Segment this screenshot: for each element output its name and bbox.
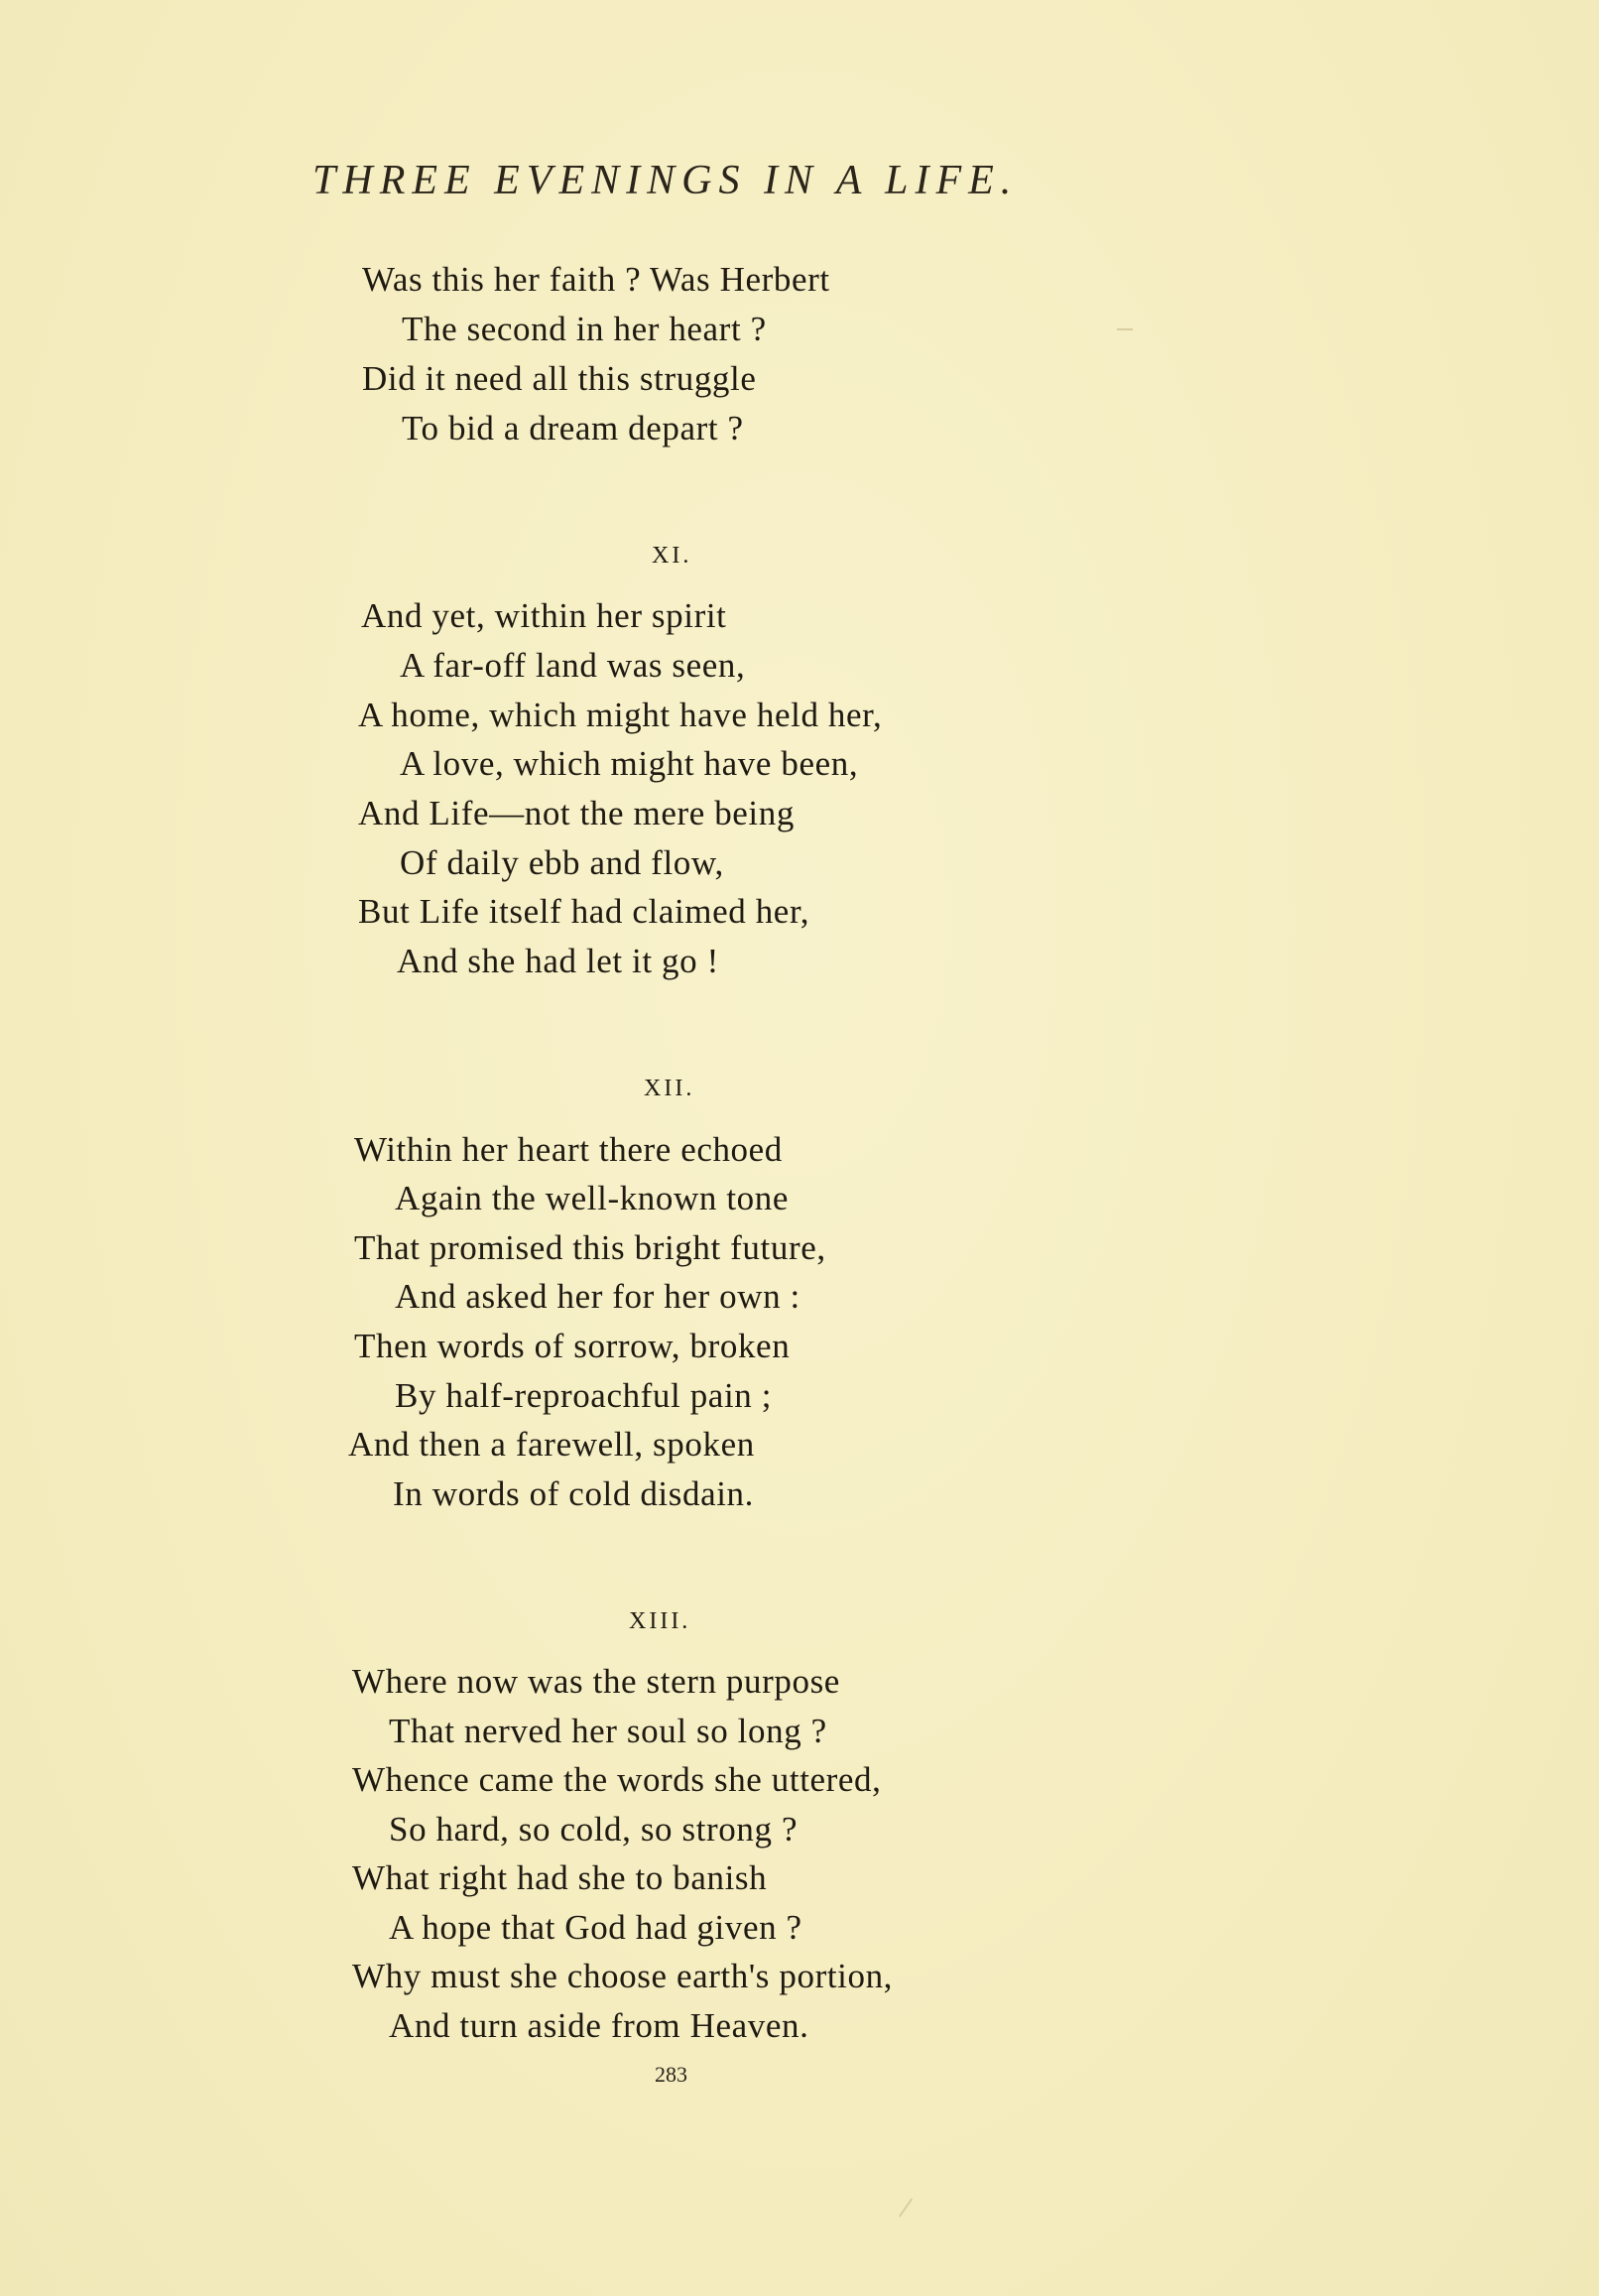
poem-line: By half-reproachful pain ; [395,1376,773,1415]
poem-line: Where now was the stern purpose [352,1662,840,1701]
poem-line: Again the well-known tone [395,1179,789,1217]
stanza-numeral: XI. [652,543,692,569]
poem-line: To bid a dream depart ? [402,409,744,447]
poem-line: Was this her faith ? Was Herbert [362,260,830,299]
poem-line: A love, which might have been, [400,744,859,783]
poem-line: That promised this bright future, [354,1228,826,1267]
poem-line: That nerved her soul so long ? [389,1712,827,1750]
poem-line: And asked her for her own : [395,1277,800,1316]
poem-line: Did it need all this struggle [362,359,757,398]
paper-mark [899,2198,913,2217]
poem-line: And turn aside from Heaven. [389,2006,809,2045]
poem-line: And then a farewell, spoken [348,1425,755,1464]
poem-line: A hope that God had given ? [389,1908,802,1947]
poem-line: So hard, so cold, so strong ? [389,1810,799,1849]
poem-line: Within her heart there echoed [354,1130,783,1169]
poem-line: Why must she choose earth's portion, [352,1957,894,1995]
poem-line: And yet, within her spirit [361,596,727,635]
poem-line: Whence came the words she uttered, [352,1760,882,1799]
poem-line: What right had she to banish [352,1858,768,1897]
poem-line: And she had let it go ! [397,942,719,980]
stanza-numeral: XII. [644,1076,695,1101]
poem-line: But Life itself had claimed her, [358,892,810,931]
paper-mark [1117,328,1133,330]
poem-line: The second in her heart ? [402,310,767,348]
poem-line: Then words of sorrow, broken [354,1327,791,1365]
poem-line: A far-off land was seen, [400,646,746,685]
poem-line: Of daily ebb and flow, [400,843,724,882]
poem-line: And Life—not the mere being [358,794,795,832]
page-number: 283 [655,2062,687,2087]
stanza-numeral: XIII. [629,1608,691,1634]
poem-line: A home, which might have held her, [358,696,883,734]
running-head: THREE EVENINGS IN A LIFE. [312,158,1019,203]
poem-line: In words of cold disdain. [393,1474,754,1513]
